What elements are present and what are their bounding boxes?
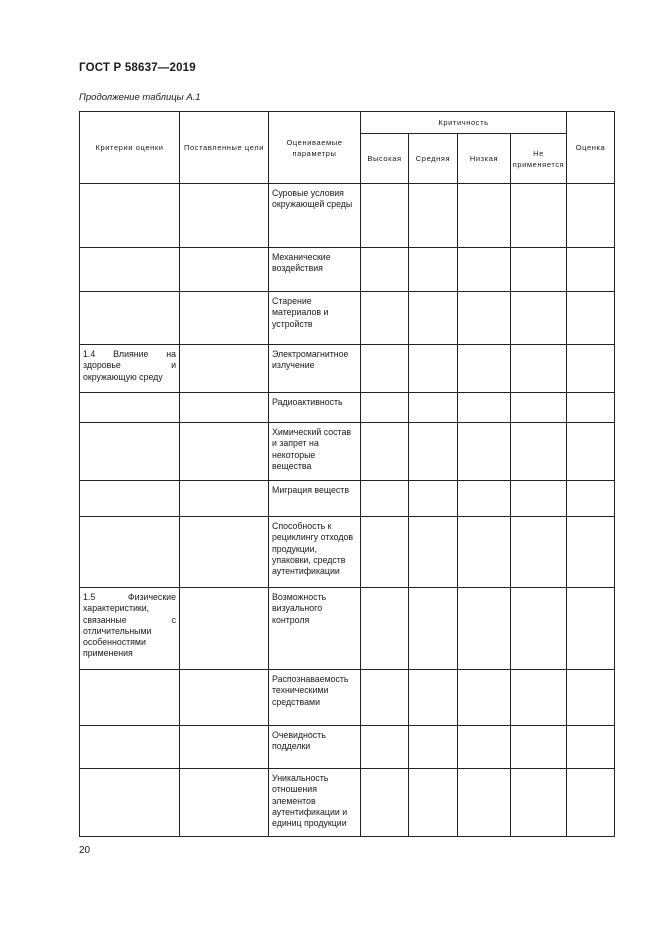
cell-rating — [567, 393, 615, 423]
param-text: Способность к рециклингу отходов продукции, упаковки, средств аутентификации — [272, 521, 354, 577]
cell-param — [269, 481, 361, 517]
param-text: Механические воздействия — [272, 252, 331, 274]
document-header: ГОСТ Р 58637—2019 — [79, 62, 196, 74]
cell-rating — [567, 248, 615, 292]
cell-rating — [567, 345, 615, 393]
cell-medium — [409, 588, 458, 670]
cell-rating — [567, 292, 615, 345]
param-text: Возможность визуального контроля — [272, 592, 327, 625]
cell-rating — [567, 481, 615, 517]
cell-high — [361, 726, 409, 769]
criterion-text — [80, 423, 179, 430]
cell-low — [458, 588, 511, 670]
table-row — [80, 481, 615, 517]
cell-goal — [180, 726, 269, 769]
header-low: Низкая — [458, 134, 511, 184]
cell-low — [458, 393, 511, 423]
cell-na — [511, 423, 567, 481]
cell-param — [269, 184, 361, 248]
cell-low — [458, 481, 511, 517]
table-row — [80, 670, 615, 726]
criterion-text — [80, 481, 179, 488]
cell-goal — [180, 517, 269, 588]
cell-criterion — [80, 670, 180, 726]
cell-low — [458, 184, 511, 248]
criterion-text — [80, 393, 179, 400]
cell-high — [361, 588, 409, 670]
cell-goal — [180, 670, 269, 726]
cell-high — [361, 393, 409, 423]
cell-na — [511, 248, 567, 292]
param-text: Электромагнитное излучение — [272, 349, 349, 371]
cell-na — [511, 184, 567, 248]
table-row — [80, 517, 615, 588]
criteria-table — [79, 111, 615, 837]
cell-medium — [409, 726, 458, 769]
cell-goal — [180, 588, 269, 670]
cell-goal — [180, 184, 269, 248]
cell-medium — [409, 184, 458, 248]
cell-rating — [567, 423, 615, 481]
table-row — [80, 588, 615, 670]
cell-na — [511, 393, 567, 423]
cell-low — [458, 670, 511, 726]
param-text: Суровые условия окружающей среды — [272, 188, 353, 210]
cell-goal — [180, 481, 269, 517]
table-row — [80, 345, 615, 393]
cell-na — [511, 588, 567, 670]
cell-rating — [567, 517, 615, 588]
cell-na — [511, 292, 567, 345]
cell-param — [269, 769, 361, 837]
table-row — [80, 423, 615, 481]
cell-goal — [180, 345, 269, 393]
cell-rating — [567, 726, 615, 769]
table-row — [80, 184, 615, 248]
header-params: Оцениваемые параметры — [269, 112, 361, 184]
criterion-text — [80, 726, 179, 733]
cell-high — [361, 184, 409, 248]
cell-criterion — [80, 481, 180, 517]
cell-param — [269, 726, 361, 769]
param-text: Очевидность подделки — [272, 730, 326, 752]
cell-param — [269, 423, 361, 481]
cell-high — [361, 423, 409, 481]
cell-medium — [409, 345, 458, 393]
cell-goal — [180, 248, 269, 292]
table-row — [80, 726, 615, 769]
header-criticality: Критичность — [361, 112, 567, 134]
cell-param — [269, 393, 361, 423]
criterion-text — [80, 670, 179, 677]
cell-param — [269, 345, 361, 393]
cell-criterion — [80, 393, 180, 423]
cell-low — [458, 292, 511, 345]
param-text: Старение материалов и устройств — [272, 296, 329, 329]
cell-criterion — [80, 517, 180, 588]
table-caption: Продолжение таблицы А.1 — [79, 92, 201, 103]
cell-criterion — [80, 588, 180, 670]
header-goals: Поставленные цели — [180, 112, 269, 184]
cell-low — [458, 248, 511, 292]
table-row — [80, 769, 615, 837]
cell-param — [269, 670, 361, 726]
cell-rating — [567, 588, 615, 670]
header-na: Не применяется — [511, 134, 567, 184]
cell-param — [269, 517, 361, 588]
cell-medium — [409, 292, 458, 345]
param-text: Химический состав и запрет на некоторые вещества — [272, 427, 352, 471]
cell-high — [361, 345, 409, 393]
header-medium: Средняя — [409, 134, 458, 184]
cell-low — [458, 423, 511, 481]
criterion-text — [80, 517, 179, 524]
criterion-text — [80, 184, 179, 191]
param-text: Миграция веществ — [272, 485, 349, 495]
cell-high — [361, 248, 409, 292]
cell-low — [458, 345, 511, 393]
cell-goal — [180, 769, 269, 837]
cell-high — [361, 670, 409, 726]
header-high: Высокая — [361, 134, 409, 184]
cell-medium — [409, 769, 458, 837]
criterion-text: 1.4 Влияние на здоровье и окружающую среду — [83, 349, 176, 382]
cell-criterion — [80, 423, 180, 481]
cell-goal — [180, 292, 269, 345]
cell-medium — [409, 248, 458, 292]
cell-low — [458, 726, 511, 769]
cell-na — [511, 481, 567, 517]
cell-goal — [180, 393, 269, 423]
table-row — [80, 393, 615, 423]
cell-criterion — [80, 726, 180, 769]
cell-medium — [409, 393, 458, 423]
header-criteria: Критерии оценки — [80, 112, 180, 184]
cell-param — [269, 588, 361, 670]
cell-criterion — [80, 184, 180, 248]
cell-medium — [409, 517, 458, 588]
cell-na — [511, 670, 567, 726]
param-text: Уникальность отношения элементов аутентификации и единиц продукции — [272, 773, 348, 829]
param-text: Радиоактивность — [272, 397, 343, 407]
criterion-text — [80, 248, 179, 255]
cell-criterion — [80, 345, 180, 393]
cell-param — [269, 292, 361, 345]
cell-na — [511, 345, 567, 393]
cell-medium — [409, 423, 458, 481]
header-rating: Оценка — [567, 112, 615, 184]
cell-na — [511, 517, 567, 588]
cell-low — [458, 517, 511, 588]
cell-low — [458, 769, 511, 837]
cell-param — [269, 248, 361, 292]
cell-rating — [567, 769, 615, 837]
cell-na — [511, 726, 567, 769]
criterion-text — [80, 292, 179, 299]
cell-high — [361, 517, 409, 588]
param-text: Распознаваемость техническими средствами — [272, 674, 349, 707]
cell-criterion — [80, 292, 180, 345]
cell-criterion — [80, 769, 180, 837]
table-row — [80, 248, 615, 292]
cell-rating — [567, 670, 615, 726]
table-row — [80, 292, 615, 345]
page-number: 20 — [79, 845, 91, 856]
cell-medium — [409, 481, 458, 517]
cell-goal — [180, 423, 269, 481]
criterion-text — [80, 769, 179, 776]
cell-na — [511, 769, 567, 837]
criterion-text: 1.5 Физические характеристики, связанные с отличительными особенностями применения — [83, 592, 176, 659]
cell-high — [361, 769, 409, 837]
cell-high — [361, 292, 409, 345]
cell-high — [361, 481, 409, 517]
cell-medium — [409, 670, 458, 726]
cell-criterion — [80, 248, 180, 292]
cell-rating — [567, 184, 615, 248]
